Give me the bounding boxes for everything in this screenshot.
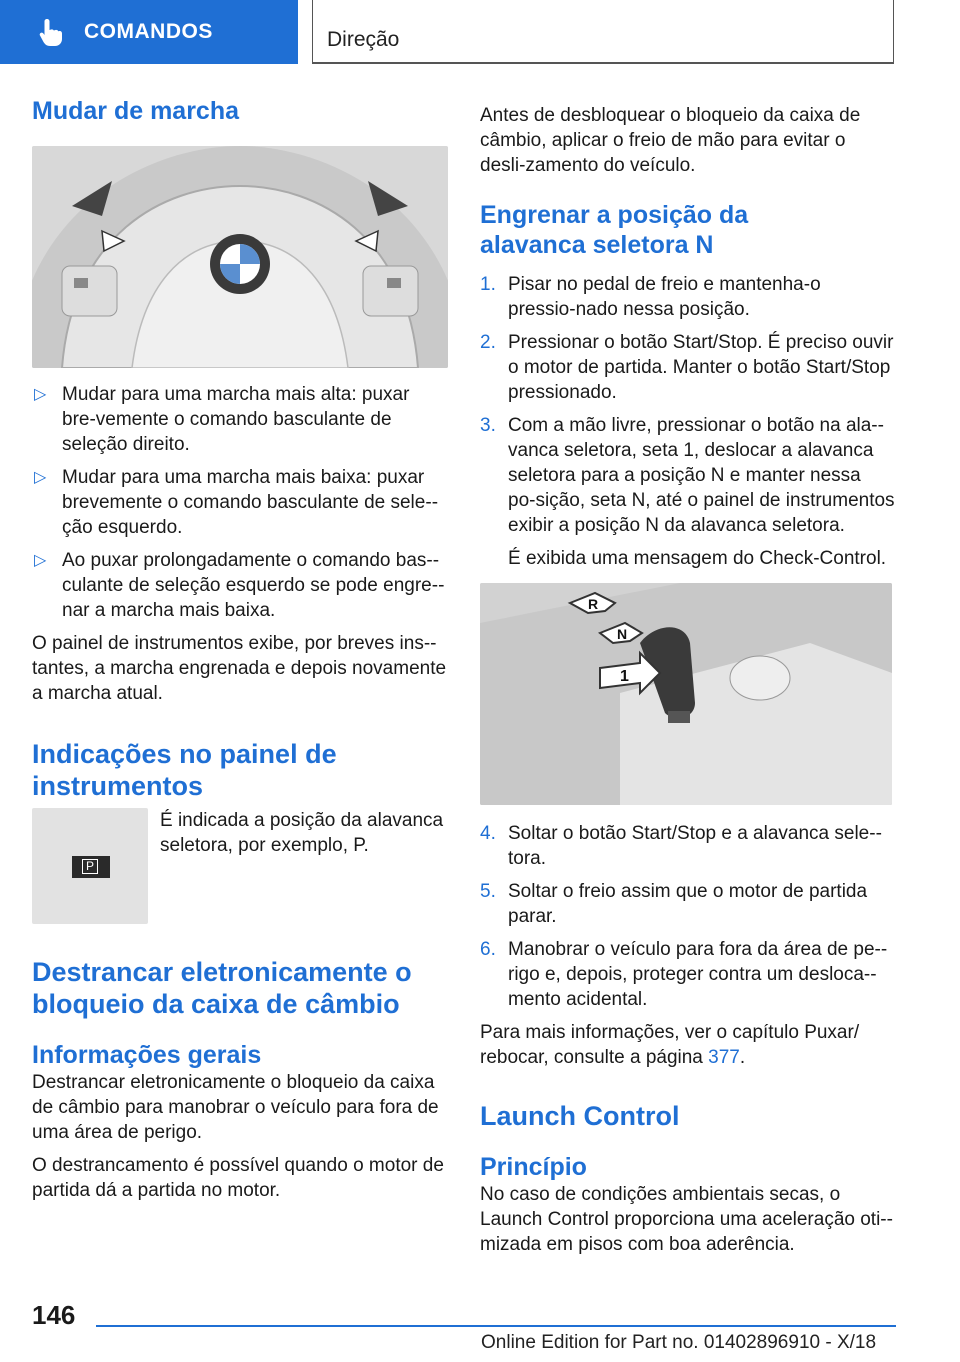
steps-list-a: [480, 272, 896, 571]
list-item: ▷ Mudar para uma marcha mais baixa: puxar brevemente o comando basculante de sele-ção esquerdo.: [34, 467, 439, 538]
gear-label-r: R: [588, 596, 599, 612]
indicator-illustration: [32, 808, 148, 924]
list-item: 3. Com a mão livre, pressionar o botão na ala-vanca seletora, seta 1, deslocar a alavanca seletora para a posição N e manter nessa po-sição, seta N, até o painel de instrumentos exibir a posição N da alavanca seletora. É exibida uma mensagem do Check-Control.: [480, 415, 895, 569]
list-item: 2. Pressionar o botão Start/Stop. É preciso ouvir o motor de partida. Manter o botão Start/Stop pressionado.: [480, 332, 894, 403]
page-number: 146: [32, 1300, 76, 1330]
heading-informacoes-gerais: Informações gerais: [32, 1041, 262, 1069]
heading-launch-control: Launch Control: [480, 1101, 680, 1131]
list-item: ▷ Ao puxar prolongadamente o comando bas-culante de seleção esquerdo se pode engre-nar a marcha mais baixa.: [34, 550, 445, 621]
page-link-377[interactable]: 377: [708, 1047, 740, 1068]
heading-engrenar: Engrenar a posição da alavanca seletora N: [480, 201, 749, 259]
list-item: 5. Soltar o freio assim que o motor de partida parar.: [480, 881, 868, 927]
list-item: 1. Pisar no pedal de freio e mantenha-o pressio-nado nessa posição.: [480, 274, 821, 320]
triangle-bullet-icon: ▷: [34, 469, 47, 486]
steering-wheel-illustration: [32, 146, 448, 368]
steps-list-b: [480, 821, 896, 1012]
paragraph-mais-info: Para mais informações, ver o capítulo Puxar/ rebocar, consulte a página 377.: [480, 1022, 860, 1068]
list-item: 4. Soltar o botão Start/Stop e a alavanca sele-tora.: [480, 823, 882, 869]
gear-indicator-box: [72, 856, 110, 878]
section-title: Direção: [327, 28, 400, 51]
edition-text: Online Edition for Part no. 01402896910 - X/18: [481, 1332, 877, 1353]
right-column: [480, 103, 896, 1257]
hand-pointer-icon: [38, 17, 64, 47]
triangle-bullet-icon: ▷: [34, 552, 47, 569]
left-column: [32, 96, 448, 1203]
section-header: [312, 0, 894, 64]
paragraph-antes: Antes de desbloquear o bloqueio da caixa de câmbio, aplicar o freio de mão para evitar o desli-zamento do veículo.: [480, 105, 861, 176]
heading-principio: Princípio: [480, 1153, 587, 1181]
shift-bullet-list: [32, 382, 448, 623]
list-item: 6. Manobrar o veículo para fora da área de pe-rigo e, depois, proteger contra um desloca-mento acidental.: [480, 939, 888, 1010]
check-control-note: É exibida uma mensagem do Check-Control.: [508, 548, 887, 569]
heading-indicacoes: Indicações no painel de instrumentos: [32, 739, 337, 801]
chapter-title: COMANDOS: [84, 20, 213, 43]
paragraph-indicada: É indicada a posição da alavanca seletora, por exemplo, P.: [160, 810, 444, 856]
list-item: ▷ Mudar para uma marcha mais alta: puxar bre-vemente o comando basculante de seleção direito.: [34, 384, 410, 455]
paragraph-info-1: Destrancar eletronicamente o bloqueio da caixa de câmbio para manobrar o veículo para fora de uma área de perigo.: [32, 1072, 439, 1143]
paragraph-painel: O painel de instrumentos exibe, por breves ins-tantes, a marcha engrenada e depois novamente a marcha atual.: [32, 633, 447, 704]
heading-destrancar: Destrancar eletronicamente o bloqueio da caixa de câmbio: [32, 957, 412, 1019]
gear-selector-illustration: [480, 583, 892, 805]
chapter-tab[interactable]: [0, 0, 298, 64]
paragraph-principio: No caso de condições ambientais secas, o Launch Control proporciona uma aceleração oti-mizada em pisos com boa aderência.: [480, 1184, 893, 1255]
gear-label-1: 1: [620, 668, 629, 685]
indicator-block: [32, 808, 448, 924]
steering-wheel-drawing: [32, 146, 448, 368]
paragraph-info-2: O destrancamento é possível quando o motor de partida dá a partida no motor.: [32, 1155, 444, 1201]
gear-letter: P: [82, 859, 98, 874]
footer-divider: [96, 1325, 896, 1327]
heading-mudar-de-marcha: Mudar de marcha: [32, 97, 240, 125]
triangle-bullet-icon: ▷: [34, 386, 47, 403]
gear-selector-drawing: [480, 583, 892, 805]
gear-label-n: N: [617, 626, 628, 642]
